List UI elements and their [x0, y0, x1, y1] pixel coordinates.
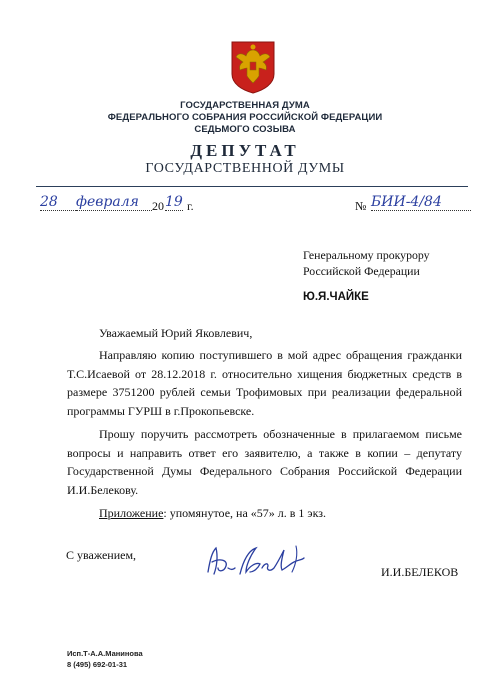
body-paragraph-2: Прошу поручить рассмотреть обозначенные в прилагаемом письме вопросы и направить ответ его заявителю, а также в копии – депутату Государственной Думы Федерального Собрания Российской Федерации И.И.Белекову.	[67, 427, 462, 497]
document-subtitle: ГОСУДАРСТВЕННОЙ ДУМЫ	[145, 161, 345, 176]
header-line-1: ГОСУДАРСТВЕННАЯ ДУМА	[180, 100, 310, 111]
executor-name: Исп.Т-А.А.Манинова	[67, 649, 143, 658]
number-label: №	[355, 199, 367, 213]
addressee-name: Ю.Я.ЧАЙКЕ	[303, 291, 369, 303]
header-divider	[36, 186, 468, 187]
russian-coat-of-arms-icon	[230, 40, 276, 94]
appendix-text: : упомянутое, на «57» л. в 1 экз.	[163, 506, 326, 520]
header-line-3: СЕДЬМОГО СОЗЫВА	[194, 124, 296, 135]
date-month: февраля	[76, 194, 152, 211]
number-value: БИИ-4/84	[371, 194, 471, 211]
greeting: Уважаемый Юрий Яковлевич,	[99, 326, 253, 340]
date-suffix: г.	[187, 199, 194, 213]
addressee-line-1: Генеральному прокурору	[303, 248, 430, 262]
appendix-label: Приложение	[99, 506, 164, 520]
handwritten-signature	[198, 538, 318, 584]
document-title: ДЕПУТАТ	[190, 141, 300, 160]
date-year: 19	[165, 194, 183, 210]
appendix	[99, 506, 326, 521]
date-day: 28	[40, 194, 80, 211]
closing-regards: С уважением,	[66, 548, 137, 562]
executor-phone: 8 (495) 692-01-31	[67, 660, 128, 669]
signer-name: И.И.БЕЛЕКОВ	[381, 565, 459, 579]
addressee-line-2: Российской Федерации	[303, 264, 420, 278]
body-paragraph-1: Направляю копию поступившего в мой адрес обращения гражданки Т.С.Исаевой от 28.12.2018 г. относительно хищения бюджетных средств в размере 3751200 рублей семьи Трофимовых при реализации федеральной программы ГУРШ в г.Прокопьевске.	[67, 348, 462, 418]
date-century: 20	[152, 199, 164, 213]
header-line-2: ФЕДЕРАЛЬНОГО СОБРАНИЯ РОССИЙСКОЙ ФЕДЕРАЦИИ	[107, 112, 383, 123]
